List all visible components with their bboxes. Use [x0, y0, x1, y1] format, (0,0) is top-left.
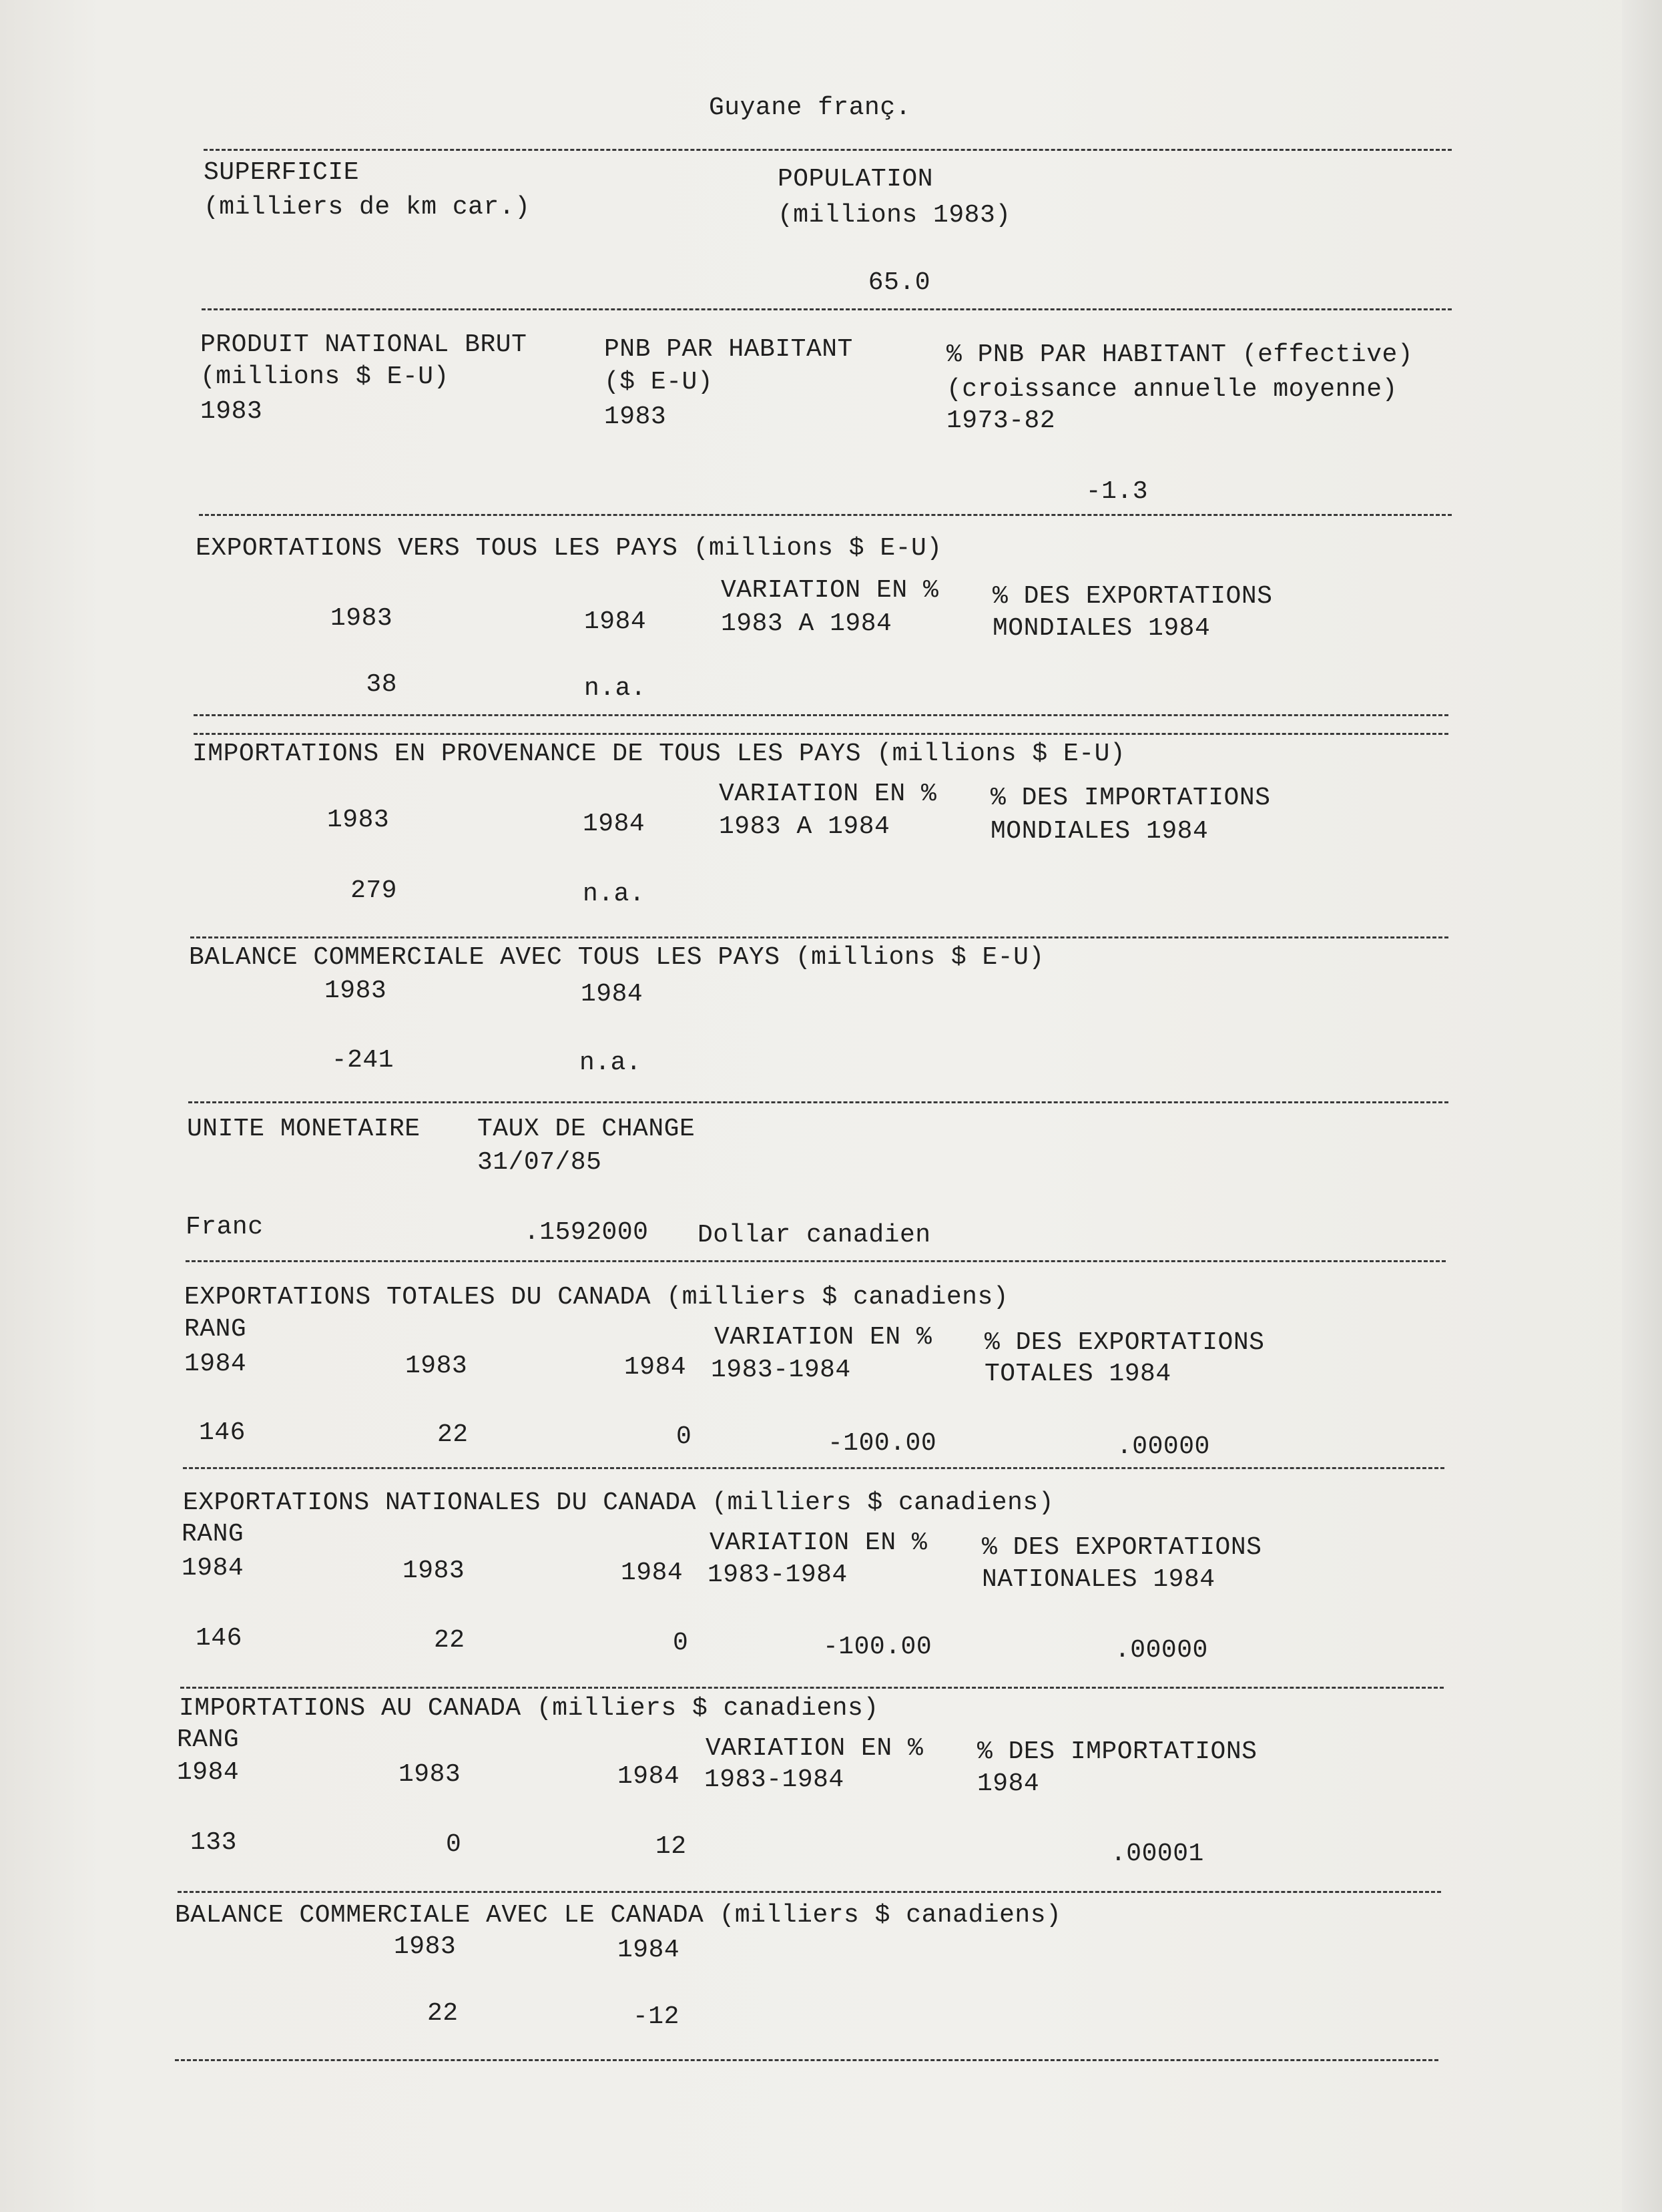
rank-value: 146: [196, 1624, 242, 1653]
superficie-label: SUPERFICIE: [204, 158, 360, 187]
growth-label: % PNB PAR HABITANT (effective): [946, 340, 1414, 369]
variation-label: VARIATION EN %: [721, 576, 939, 605]
year-1984-header: 1984: [624, 1353, 687, 1382]
variation-label: VARIATION EN %: [714, 1323, 932, 1352]
divider: [186, 1260, 1446, 1262]
divider: [190, 936, 1448, 938]
year-1984-header: 1984: [583, 810, 645, 838]
year-1983-header: 1983: [405, 1352, 468, 1380]
divider: [180, 1687, 1444, 1689]
year-1983-header: 1983: [327, 806, 390, 834]
value-1983: 279: [350, 876, 397, 905]
year-1983-header: 1983: [394, 1932, 457, 1961]
value-1984: n.a.: [583, 880, 645, 908]
population-label: POPULATION: [778, 165, 934, 194]
year-1983-header: 1983: [330, 604, 393, 633]
divider: [178, 1891, 1441, 1893]
variation-value: -100.00: [823, 1633, 932, 1661]
value-1984: n.a.: [584, 674, 647, 703]
divider: [199, 514, 1452, 516]
rank-label: RANG: [177, 1725, 240, 1754]
share-value: .00001: [1111, 1840, 1204, 1868]
value-1983: 22: [437, 1420, 469, 1449]
variation-label: VARIATION EN %: [706, 1734, 924, 1763]
variation-period: 1983 A 1984: [721, 609, 892, 638]
year-1984-header: 1984: [617, 1936, 680, 1964]
rank-year: 1984: [177, 1758, 240, 1787]
value-1983: 22: [427, 1999, 459, 2028]
rank-year: 1984: [184, 1350, 247, 1378]
share-unit: NATIONALES 1984: [982, 1565, 1215, 1594]
pnb-label: PRODUIT NATIONAL BRUT: [200, 330, 527, 359]
variation-period: 1983-1984: [704, 1765, 844, 1794]
exchange-rate-value: .1592000: [524, 1218, 649, 1247]
value-1984: 12: [655, 1832, 687, 1861]
share-unit: 1984: [977, 1769, 1040, 1798]
pnb-year: 1983: [200, 397, 263, 426]
share-label: % DES EXPORTATIONS: [982, 1533, 1262, 1562]
value-1984: -12: [633, 2002, 679, 2031]
divider: [194, 733, 1448, 735]
divider: [175, 2059, 1438, 2061]
variation-period: 1983-1984: [708, 1561, 848, 1589]
pnb-per-capita-label: PNB PAR HABITANT: [604, 335, 853, 364]
variation-label: VARIATION EN %: [710, 1529, 928, 1557]
population-value: 65.0: [868, 268, 930, 297]
rank-value: 146: [199, 1418, 246, 1447]
year-1983-header: 1983: [398, 1760, 461, 1789]
divider: [188, 1101, 1448, 1103]
share-label: % DES IMPORTATIONS: [977, 1737, 1258, 1766]
value-1984: n.a.: [579, 1049, 642, 1077]
value-1983: -241: [331, 1046, 394, 1075]
currency-name: Franc: [186, 1213, 264, 1241]
page-edge-shadow: [1622, 0, 1662, 2212]
share-label: % DES EXPORTATIONS: [985, 1328, 1265, 1357]
year-1984-header: 1984: [581, 980, 643, 1009]
year-1984-header: 1984: [617, 1762, 680, 1791]
share-label: % DES IMPORTATIONS: [991, 784, 1271, 812]
superficie-unit: (milliers de km car.): [204, 193, 531, 222]
rank-label: RANG: [184, 1315, 247, 1344]
variation-label: VARIATION EN %: [719, 780, 937, 808]
population-unit: (millions 1983): [778, 201, 1011, 230]
value-1984: 0: [673, 1629, 689, 1657]
divider: [204, 149, 1452, 151]
share-value: .00000: [1115, 1636, 1208, 1665]
variation-value: -100.00: [828, 1429, 937, 1458]
value-1983: 0: [446, 1830, 462, 1859]
value-1984: 0: [676, 1422, 692, 1451]
divider: [183, 1467, 1444, 1469]
year-1983-header: 1983: [402, 1557, 465, 1585]
variation-period: 1983-1984: [711, 1356, 851, 1384]
world-balance-heading: BALANCE COMMERCIALE AVEC TOUS LES PAYS (millions $ E-U): [189, 943, 1045, 972]
growth-value: -1.3: [1085, 477, 1148, 506]
rank-year: 1984: [182, 1554, 244, 1583]
divider: [202, 308, 1452, 310]
canada-balance-heading: BALANCE COMMERCIALE AVEC LE CANADA (milliers $ canadiens): [175, 1901, 1062, 1930]
page-title: Guyane franç.: [709, 93, 911, 122]
share-unit: TOTALES 1984: [985, 1360, 1171, 1388]
currency-unit-label: UNITE MONETAIRE: [187, 1115, 421, 1143]
share-label: % DES EXPORTATIONS: [993, 582, 1273, 611]
year-1984-header: 1984: [584, 607, 647, 636]
year-1983-header: 1983: [324, 977, 387, 1005]
exchange-rate-currency: Dollar canadien: [698, 1221, 931, 1250]
world-exports-heading: EXPORTATIONS VERS TOUS LES PAYS (millions $ E-U): [196, 534, 942, 563]
pnb-unit: (millions $ E-U): [200, 362, 449, 391]
growth-period: 1973-82: [946, 406, 1056, 435]
value-1983: 22: [434, 1626, 465, 1655]
share-unit: MONDIALES 1984: [993, 614, 1211, 643]
growth-unit: (croissance annuelle moyenne): [946, 375, 1398, 404]
variation-period: 1983 A 1984: [719, 812, 890, 841]
value-1983: 38: [366, 670, 397, 699]
share-unit: MONDIALES 1984: [991, 817, 1209, 846]
canada-domestic-exports-heading: EXPORTATIONS NATIONALES DU CANADA (milliers $ canadiens): [183, 1488, 1055, 1517]
rank-label: RANG: [182, 1520, 244, 1549]
pnb-per-capita-year: 1983: [604, 402, 667, 431]
world-imports-heading: IMPORTATIONS EN PROVENANCE DE TOUS LES PAYS (millions $ E-U): [192, 740, 1126, 768]
exchange-rate-label: TAUX DE CHANGE: [477, 1115, 696, 1143]
exchange-rate-date: 31/07/85: [477, 1148, 602, 1177]
canada-imports-heading: IMPORTATIONS AU CANADA (milliers $ canadiens): [179, 1694, 879, 1723]
divider: [194, 714, 1448, 716]
share-value: .00000: [1117, 1432, 1210, 1461]
year-1984-header: 1984: [621, 1559, 683, 1587]
canada-total-exports-heading: EXPORTATIONS TOTALES DU CANADA (milliers $ canadiens): [184, 1283, 1009, 1312]
rank-value: 133: [190, 1828, 237, 1857]
pnb-per-capita-unit: ($ E-U): [604, 368, 714, 396]
